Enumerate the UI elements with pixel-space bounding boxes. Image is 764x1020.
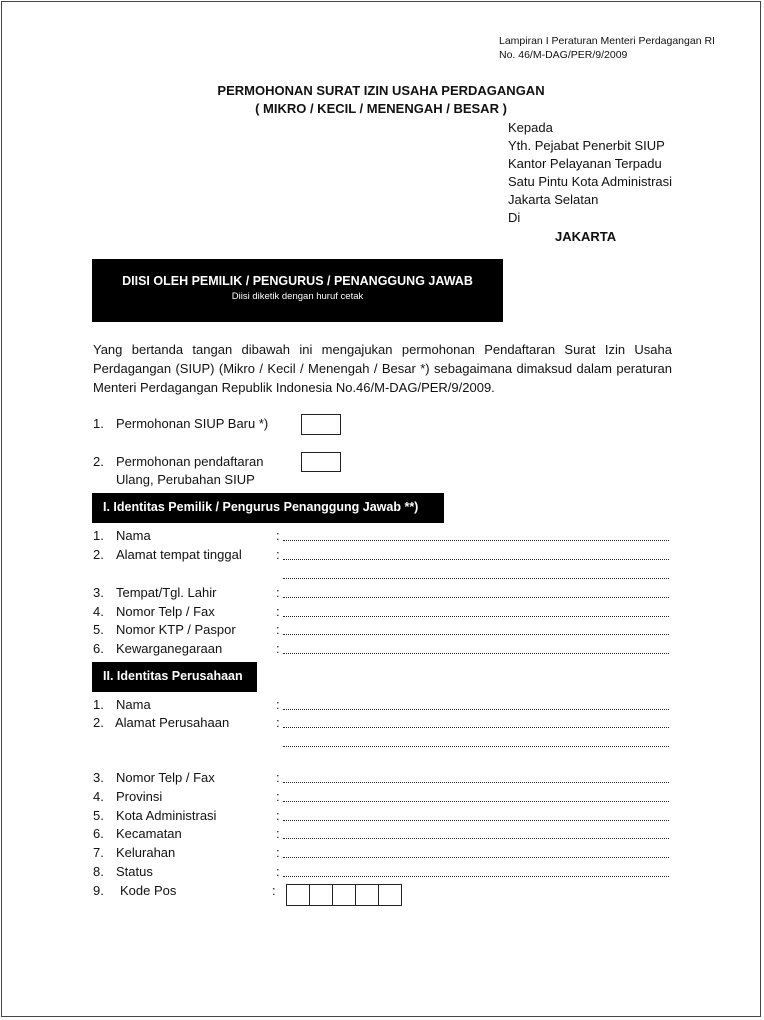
s2-field-telp-colon: : <box>276 770 280 785</box>
s1-field-kewarganegaraan-label: Kewarganegaraan <box>116 641 223 656</box>
addr-kepada: Kepada <box>508 120 553 135</box>
s1-field-alamat-colon: : <box>276 547 280 562</box>
s1-field-nama-colon: : <box>276 528 280 543</box>
request-2-label-line1: Permohonan pendaftaran <box>116 454 264 469</box>
s2-field-5-num: 5. <box>93 808 104 823</box>
s2-field-kota-input[interactable] <box>283 820 669 821</box>
addr-satu-pintu: Satu Pintu Kota Administrasi <box>508 174 673 189</box>
s2-field-kodepos-label: Kode Pos <box>120 883 177 898</box>
s1-field-telp-colon: : <box>276 604 280 619</box>
s2-field-3-num: 3. <box>93 770 104 785</box>
form-title-line2: ( MIKRO / KECIL / MENENGAH / BESAR ) <box>255 101 507 116</box>
kodepos-digit-box[interactable] <box>309 884 333 906</box>
s2-field-status-label: Status <box>116 864 153 879</box>
s2-field-4-num: 4. <box>93 789 104 804</box>
s2-field-kecamatan-input[interactable] <box>283 838 669 839</box>
request-2-label-line2: Ulang, Perubahan SIUP <box>116 472 255 487</box>
s1-field-kewarganegaraan-input[interactable] <box>283 653 669 654</box>
s2-field-kelurahan-input[interactable] <box>283 857 669 858</box>
s1-field-ktp-colon: : <box>276 622 280 637</box>
s2-field-nama-label: Nama <box>116 697 151 712</box>
s2-field-8-num: 8. <box>93 864 104 879</box>
s2-field-kecamatan-label: Kecamatan <box>116 826 182 841</box>
s2-field-7-num: 7. <box>93 845 104 860</box>
form-title-line1: PERMOHONAN SURAT IZIN USAHA PERDAGANGAN <box>217 83 545 98</box>
s2-field-6-num: 6. <box>93 826 104 841</box>
s1-field-6-num: 6. <box>93 641 104 656</box>
s2-field-status-colon: : <box>276 864 280 879</box>
s1-field-ttl-label: Tempat/Tgl. Lahir <box>116 585 217 600</box>
s1-field-nama-label: Nama <box>116 528 151 543</box>
s1-field-telp-label: Nomor Telp / Fax <box>116 604 215 619</box>
s2-field-telp-label: Nomor Telp / Fax <box>116 770 215 785</box>
section2-title: II. Identitas Perusahaan <box>103 669 243 683</box>
s1-field-alamat-input-line1[interactable] <box>283 559 669 560</box>
s2-field-nama-colon: : <box>276 697 280 712</box>
request-1-label: Permohonan SIUP Baru *) <box>116 416 269 431</box>
s2-field-provinsi-label: Provinsi <box>116 789 163 804</box>
section2-header <box>92 662 257 692</box>
section1-header <box>92 493 444 523</box>
s2-field-provinsi-input[interactable] <box>283 801 669 802</box>
s2-field-kota-colon: : <box>276 808 280 823</box>
addr-kantor: Kantor Pelayanan Terpadu <box>508 156 662 171</box>
s1-field-3-num: 3. <box>93 585 104 600</box>
kodepos-digit-box[interactable] <box>355 884 379 906</box>
s2-field-alamat-colon: : <box>276 715 280 730</box>
s1-field-nama-input[interactable] <box>283 540 669 541</box>
s2-field-nama-input[interactable] <box>283 709 669 710</box>
s1-field-ktp-input[interactable] <box>283 634 669 635</box>
s1-field-alamat-input-line2[interactable] <box>283 578 669 579</box>
lampiran-line1: Lampiran I Peraturan Menteri Perdagangan RI <box>499 35 715 47</box>
kodepos-digit-box[interactable] <box>378 884 402 906</box>
filler-box-subtitle: Diisi diketik dengan huruf cetak <box>231 291 364 302</box>
s2-field-provinsi-colon: : <box>276 789 280 804</box>
filler-instruction-box <box>92 259 503 322</box>
request-1-num: 1. <box>93 416 104 431</box>
s1-field-1-num: 1. <box>93 528 104 543</box>
filler-box-title: DIISI OLEH PEMILIK / PENGURUS / PENANGGUNG JAWAB <box>122 274 473 288</box>
s2-field-status-input[interactable] <box>283 876 669 877</box>
section1-title: I. Identitas Pemilik / Pengurus Penanggung Jawab **) <box>103 500 419 514</box>
s1-field-4-num: 4. <box>93 604 104 619</box>
kodepos-digit-box[interactable] <box>286 884 310 906</box>
addr-yth: Yth. Pejabat Penerbit SIUP <box>508 138 665 153</box>
lampiran-line2: No. 46/M-DAG/PER/9/2009 <box>499 49 628 61</box>
s2-field-9-num: 9. <box>93 883 104 898</box>
intro-paragraph: Yang bertanda tangan dibawah ini mengajukan permohonan Pendaftaran Surat Izin Usaha Perdagangan (SIUP) (Mikro / Kecil / Menengah / Besar *) sebagaimana dimaksud dalam peraturan Menteri Perdagangan Republik Indonesia No.46/M-DAG/PER/9/2009. <box>93 342 672 395</box>
s2-field-telp-input[interactable] <box>283 782 669 783</box>
s2-field-alamat-input-line1[interactable] <box>283 727 669 728</box>
s2-field-kota-label: Kota Administrasi <box>116 808 217 823</box>
request-1-checkbox[interactable] <box>301 414 341 435</box>
request-2-num: 2. <box>93 454 104 469</box>
s1-field-telp-input[interactable] <box>283 616 669 617</box>
s2-field-2-num: 2. <box>93 715 104 730</box>
s1-field-ktp-label: Nomor KTP / Paspor <box>116 622 236 637</box>
s1-field-ttl-input[interactable] <box>283 597 669 598</box>
s2-field-kodepos-colon: : <box>272 883 276 898</box>
s1-field-5-num: 5. <box>93 622 104 637</box>
s1-field-2-num: 2. <box>93 547 104 562</box>
s2-field-kelurahan-colon: : <box>276 845 280 860</box>
s1-field-ttl-colon: : <box>276 585 280 600</box>
s2-field-alamat-input-line2[interactable] <box>283 746 669 747</box>
addr-wilayah: Jakarta Selatan <box>508 192 599 207</box>
s2-field-kecamatan-colon: : <box>276 826 280 841</box>
addr-kota: JAKARTA <box>555 229 617 244</box>
addr-di: Di <box>508 210 521 225</box>
s1-field-alamat-label: Alamat tempat tinggal <box>116 547 242 562</box>
s1-field-kewarganegaraan-colon: : <box>276 641 280 656</box>
s2-field-kelurahan-label: Kelurahan <box>116 845 176 860</box>
s2-field-1-num: 1. <box>93 697 104 712</box>
kodepos-digit-box[interactable] <box>332 884 356 906</box>
s2-field-alamat-label: Alamat Perusahaan <box>115 715 230 730</box>
request-2-checkbox[interactable] <box>301 452 341 472</box>
